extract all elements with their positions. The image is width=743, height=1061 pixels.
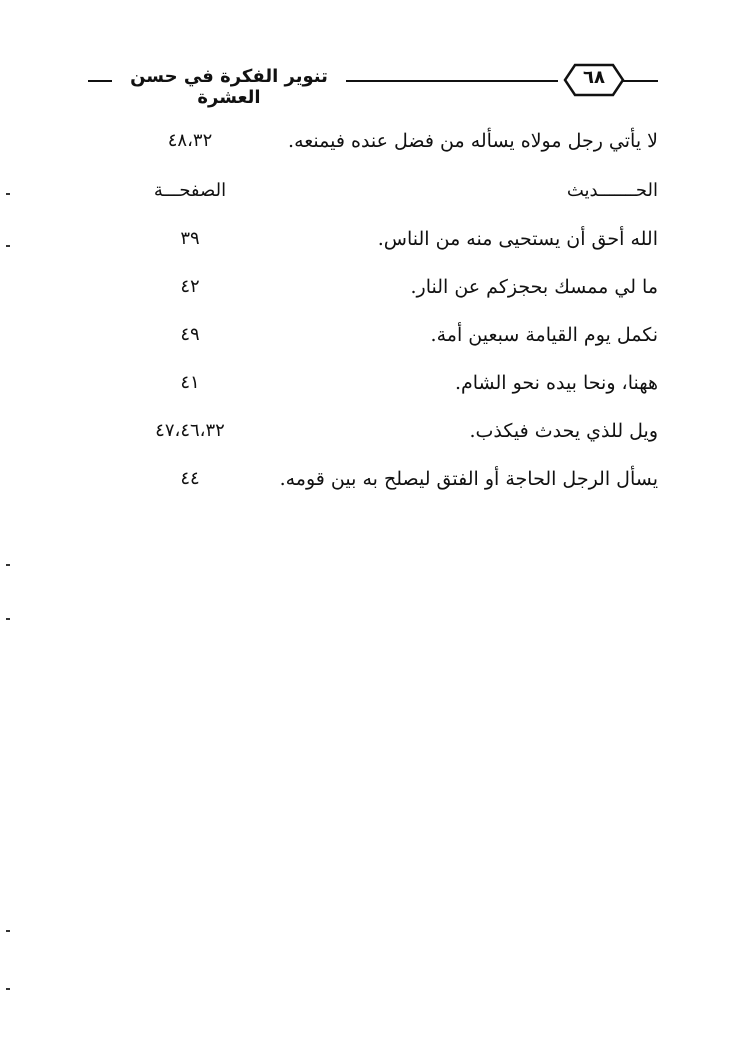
page-ref: ٤٢ [180, 276, 200, 297]
page-ref: ٤٨،٣٢ [167, 130, 213, 151]
scan-margin-mark [6, 193, 10, 195]
list-item [0, 126, 743, 162]
scan-margin-mark [6, 245, 10, 247]
hadith-text: ويل للذي يحدث فيكذب. [469, 420, 658, 442]
hadith-text: ههنا، ونحا بيده نحو الشام. [454, 372, 658, 394]
column-header-hadith: الحـــــــديث [566, 180, 658, 201]
hadith-text: لا يأتي رجل مولاه يسأله من فضل عنده فيمنعه. [288, 130, 658, 152]
scan-margin-mark [6, 618, 10, 620]
book-title: تنوير الفكرة في حسن العشرة [112, 66, 346, 108]
list-item [0, 416, 743, 452]
list-item [0, 224, 743, 260]
page-number-badge [563, 63, 625, 97]
hadith-text: الله أحق أن يستحيى منه من الناس. [377, 228, 658, 250]
hadith-text: نكمل يوم القيامة سبعين أمة. [430, 324, 658, 346]
header-rule-right [622, 80, 658, 82]
column-header-page: الصفحـــة [153, 180, 227, 201]
column-header-row [0, 176, 743, 212]
page-ref: ٤٤ [180, 468, 200, 489]
page-ref: ٤٩ [180, 324, 200, 345]
page-number: ٦٨ [583, 67, 605, 88]
scan-margin-mark [6, 930, 10, 932]
page-ref: ٤١ [180, 372, 200, 393]
list-item [0, 272, 743, 308]
list-item [0, 320, 743, 356]
hadith-text: يسأل الرجل الحاجة أو الفتق ليصلح به بين قومه. [279, 468, 658, 490]
hadith-text: ما لي ممسك بحجزكم عن النار. [410, 276, 658, 298]
page-ref: ٤٧،٤٦،٣٢ [155, 420, 225, 441]
scan-margin-mark [6, 988, 10, 990]
scan-margin-mark [6, 564, 10, 566]
list-item [0, 368, 743, 404]
page-header [0, 0, 743, 110]
list-item [0, 464, 743, 500]
page-ref: ٣٩ [180, 228, 200, 249]
